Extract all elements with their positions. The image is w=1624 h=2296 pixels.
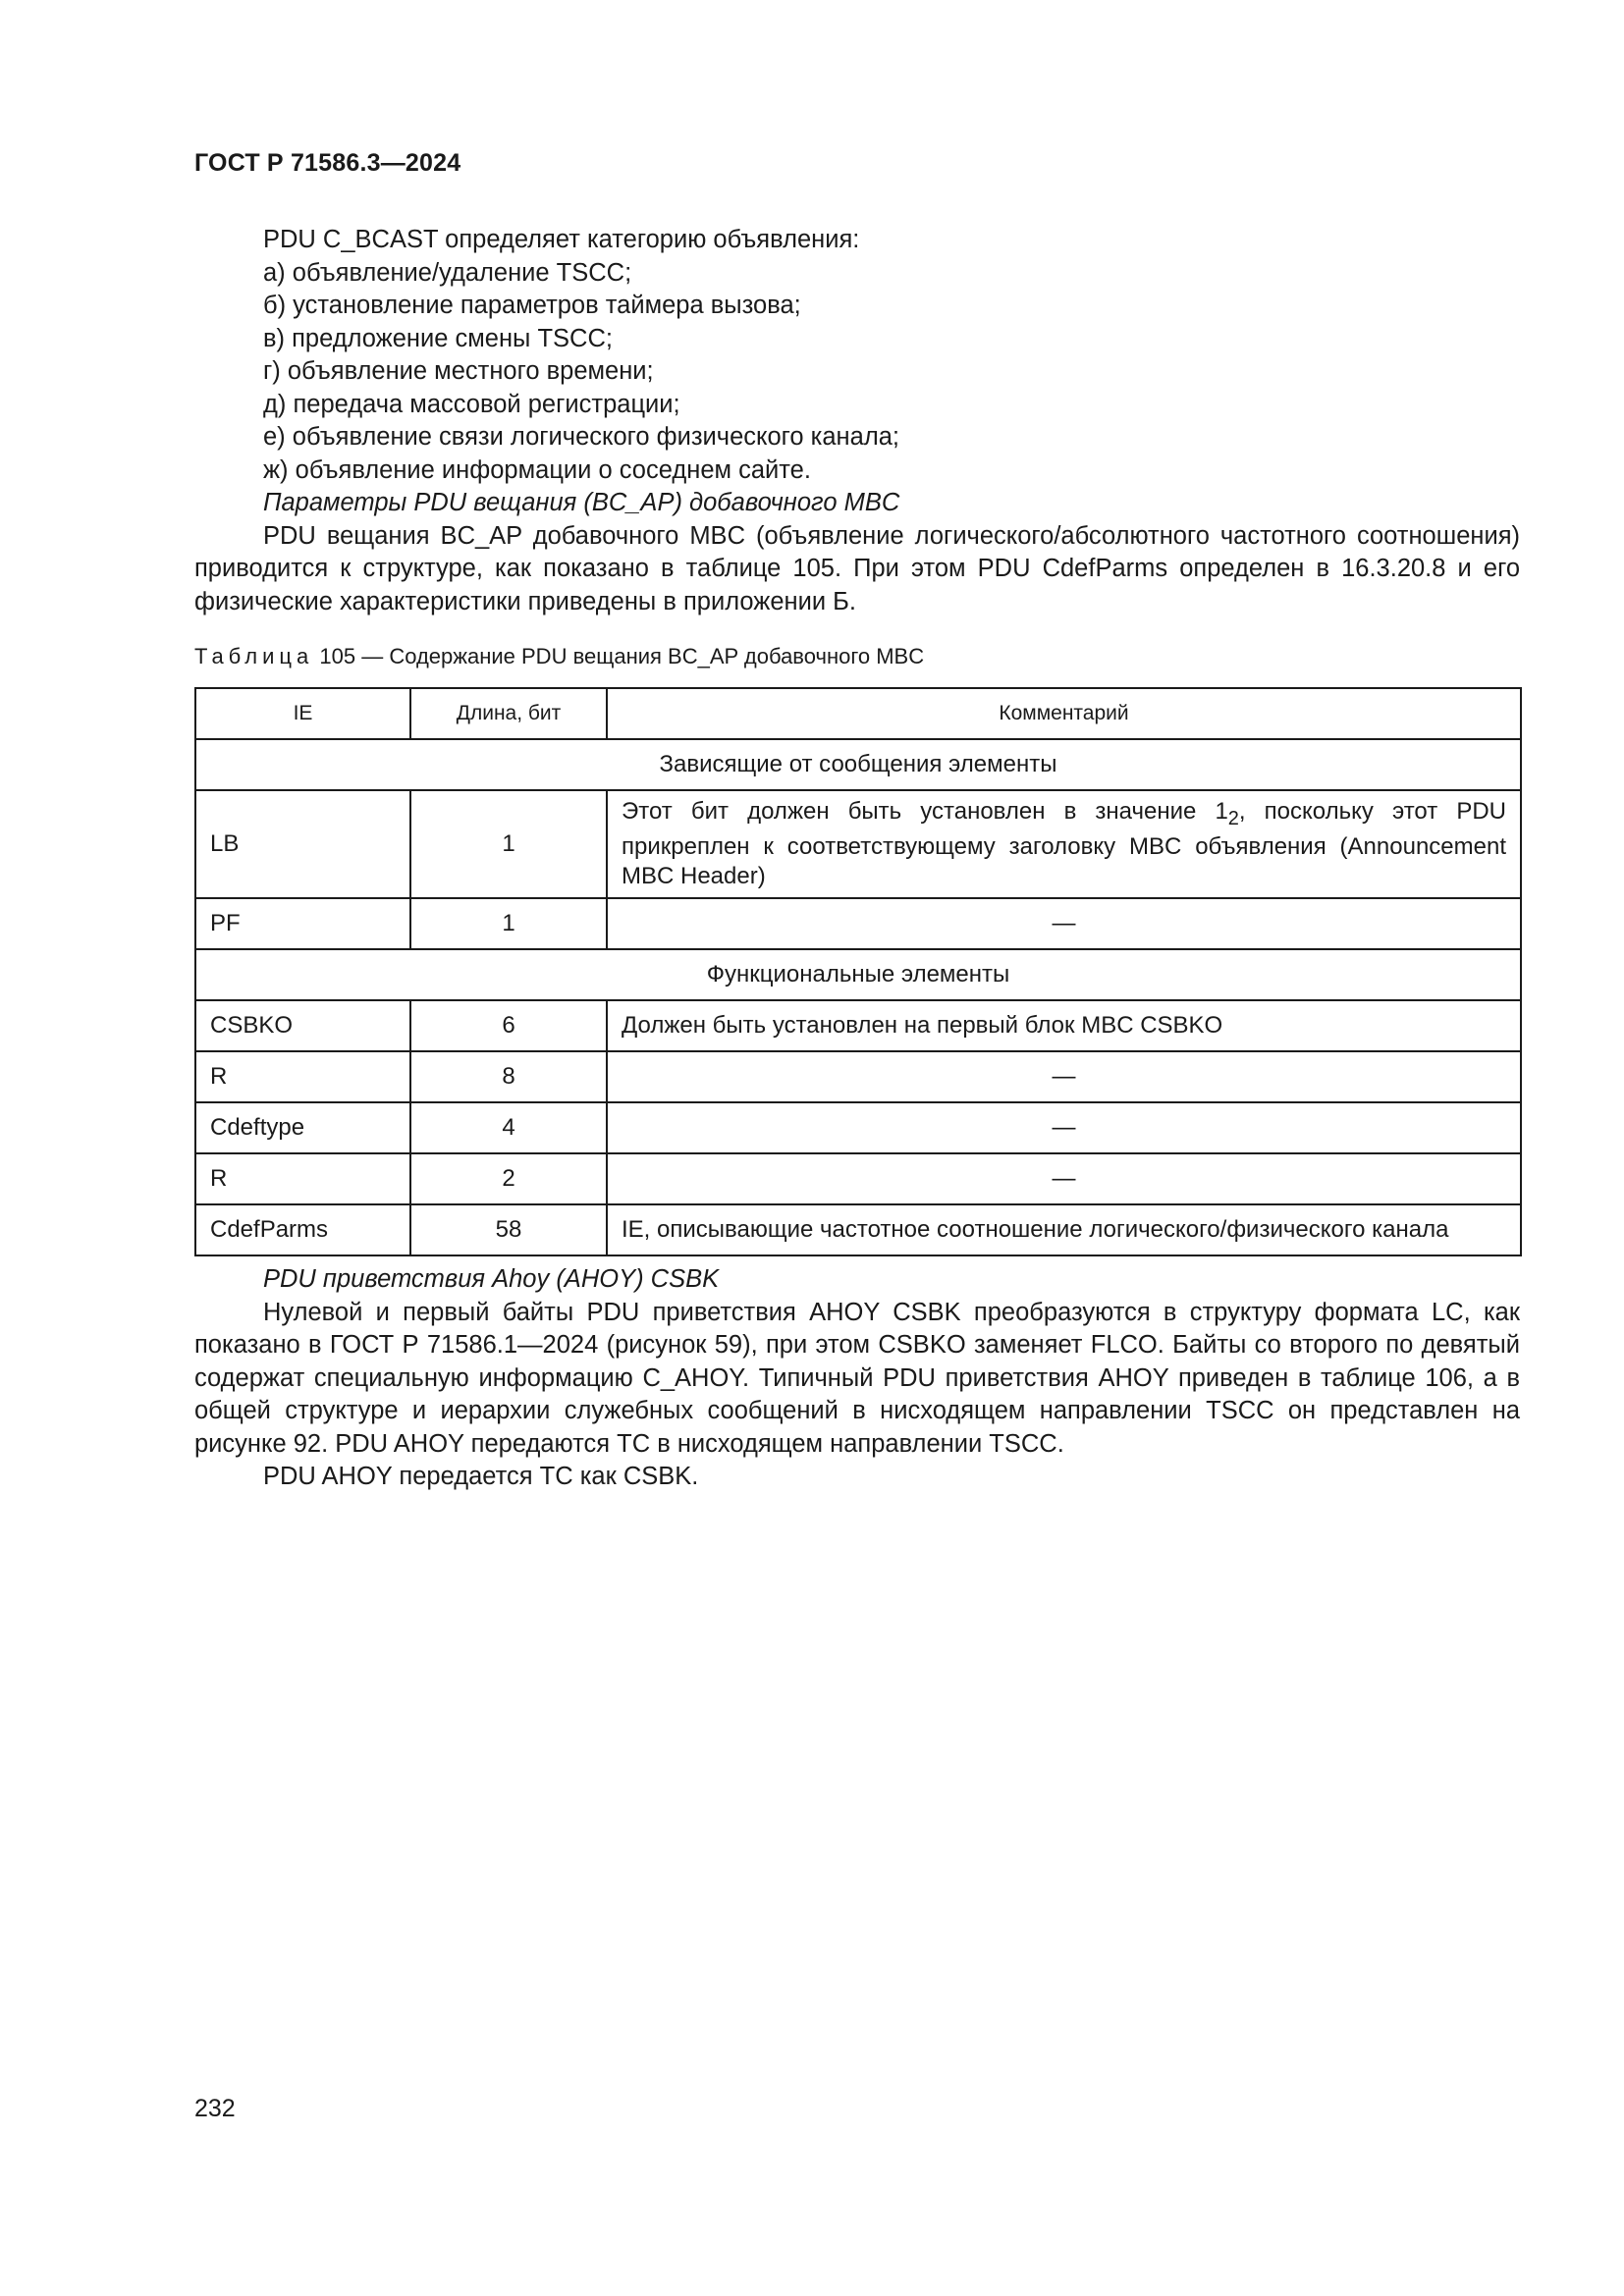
list-item: а) объявление/удаление TSCC; [263,258,632,287]
cell-comment: — [607,898,1521,949]
cell-ie: R [195,1051,410,1102]
list-item: в) предложение смены TSCC; [263,324,613,352]
table-row [195,790,1521,898]
cell-comment: — [607,1153,1521,1204]
table-group-row [195,739,1521,790]
header-comment: Комментарий [607,688,1521,739]
cell-ie: R [195,1153,410,1204]
table-row [195,1153,1521,1204]
cell-length: 2 [410,1153,607,1204]
bcap-subheading: Параметры PDU вещания (BC_AP) добавочного MBC [263,489,900,516]
list-item: б) установление параметров таймера вызова; [263,292,801,319]
pdu-table [194,687,1522,1256]
comment-part: , поскольку этот PDU прикреплен к соответствующему заголовку MBC объявления (Announcement MBC Header) [622,797,1507,890]
table-header-row [195,688,1521,739]
group-label: Функциональные элементы [195,949,1521,1000]
cell-length: 58 [410,1204,607,1255]
cell-length: 8 [410,1051,607,1102]
cell-comment [607,790,1521,898]
cell-comment: IE, описывающие частотное соотношение логического/физического канала [607,1204,1521,1255]
cell-ie: CSBKO [195,1000,410,1051]
cell-ie: Cdeftype [195,1102,410,1153]
list-item: е) объявление связи логического физического канала; [263,423,899,451]
ahoy-last-line: PDU AHOY передается TC как CSBK. [263,1463,699,1490]
table-row [195,1204,1521,1255]
header-ie: IE [195,688,410,739]
cell-length: 4 [410,1102,607,1153]
comment-subscript: 2 [1227,807,1239,829]
table-row [195,898,1521,949]
intro-lead: PDU C_BCAST определяет категорию объявления: [263,226,860,253]
table-caption-prefix: Таблица [194,644,314,668]
table-group-row [195,949,1521,1000]
page-number: 232 [194,2095,236,2122]
cell-length: 6 [410,1000,607,1051]
cell-comment: — [607,1102,1521,1153]
ahoy-section [194,1263,1520,1494]
list-item: д) передача массовой регистрации; [263,390,680,418]
ahoy-subheading: PDU приветствия Ahoy (AHOY) CSBK [263,1265,720,1293]
cell-comment: Должен быть установлен на первый блок MBC CSBKO [607,1000,1521,1051]
cell-length: 1 [410,898,607,949]
bcap-paragraph: PDU вещания BC_AP добавочного MBC (объявление логического/абсолютного частотного соотношения) приводится к структуре, как показано в таблице 105. При этом PDU CdefParms определен в 16.3.20.8 и его физические характеристики приведены в приложении Б. [194,521,1520,615]
cell-ie: LB [195,790,410,898]
table-row [195,1102,1521,1153]
list-item: ж) объявление информации о соседнем сайте. [263,455,811,484]
group-label: Зависящие от сообщения элементы [195,739,1521,790]
comment-part: Этот бит должен быть установлен в значение 1 [622,797,1228,825]
cell-ie: CdefParms [195,1204,410,1255]
list-item: г) объявление местного времени; [263,357,654,385]
table-caption [194,644,924,669]
cell-ie: PF [195,898,410,949]
cell-comment: — [607,1051,1521,1102]
ahoy-paragraph: Нулевой и первый байты PDU приветствия AHOY CSBK преобразуются в структуру формата LC, как показано в ГОСТ Р 71586.1—2024 (рисунок 59), при этом CSBKO заменяет FLCO. Байты со второго по девятый содержат специальную информацию C_AHOY. Типичный PDU приветствия AHOY приведен в таблице 106, а в общей структуре и иерархии служебных сообщений в нисходящем направлении TSCC он представлен на рисунке 92. PDU AHOY передаются TC в нисходящем направлении TSCC. [194,1298,1520,1458]
document-code-header: ГОСТ Р 71586.3—2024 [194,149,461,177]
header-length: Длина, бит [410,688,607,739]
table-row [195,1051,1521,1102]
table-caption-text: 105 — Содержание PDU вещания BC_AP добавочного MBC [319,644,925,668]
intro-section [194,224,1520,618]
table-row [195,1000,1521,1051]
cell-length: 1 [410,790,607,898]
